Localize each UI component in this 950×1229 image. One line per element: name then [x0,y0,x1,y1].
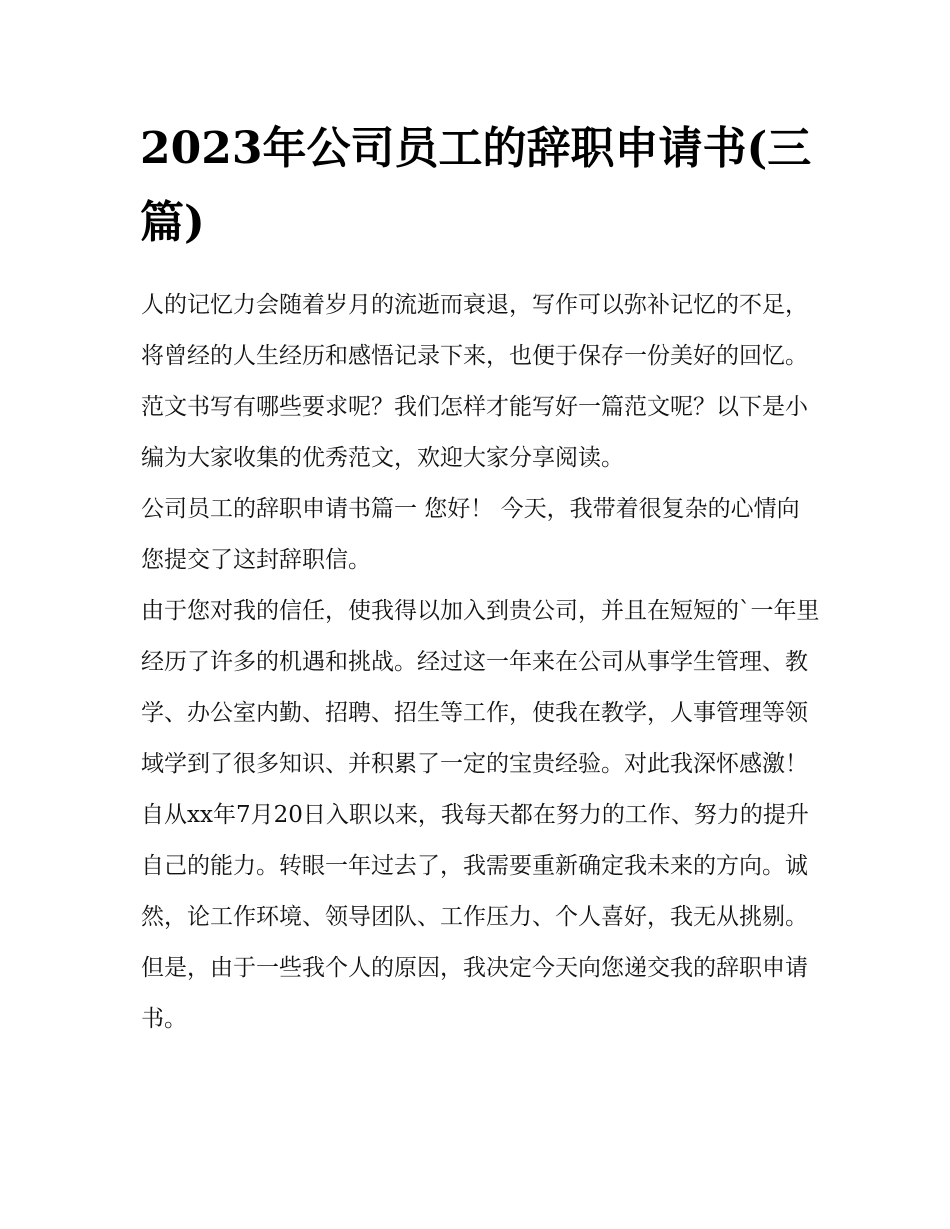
page-title: 2023年公司员工的辞职申请书(三篇) [140,123,812,248]
paragraph-intro: 人的记忆力会随着岁月的流逝而衰退，写作可以弥补记忆的不足，将曾经的人生经历和感悟记录下来，也便于保存一份美好的回忆。范文书写有哪些要求呢？我们怎样才能写好一篇范文呢？以下是小编为大家收集的优秀范文，欢迎大家分享阅读。 [141,292,808,471]
paragraph-reason: 自从xx年7月20日入职以来，我每天都在努力的工作、努力的提升自己的能力。转眼一年过去了，我需要重新确定我未来的方向。诚然，论工作环境、领导团队、工作压力、个人喜好，我无从挑剔。但是，由于一些我个人的原因，我决定今天向您递交我的辞职申请书。 [141,802,809,1032]
paragraph-gratitude: 由于您对我的信任，使我得以加入到贵公司，并且在短短的`一年里经历了许多的机遇和挑战。经过这一年来在公司从事学生管理、教学、办公室内勤、招聘、招生等工作，使我在教学，人事管理等领域学到了很多知识、并积累了一定的宝贵经验。对此我深怀感激！ [141,598,820,777]
paragraph-greeting: 公司员工的辞职申请书篇一 您好！ 今天，我带着很复杂的心情向您提交了这封辞职信。 [141,496,800,573]
document-body [141,280,821,1045]
